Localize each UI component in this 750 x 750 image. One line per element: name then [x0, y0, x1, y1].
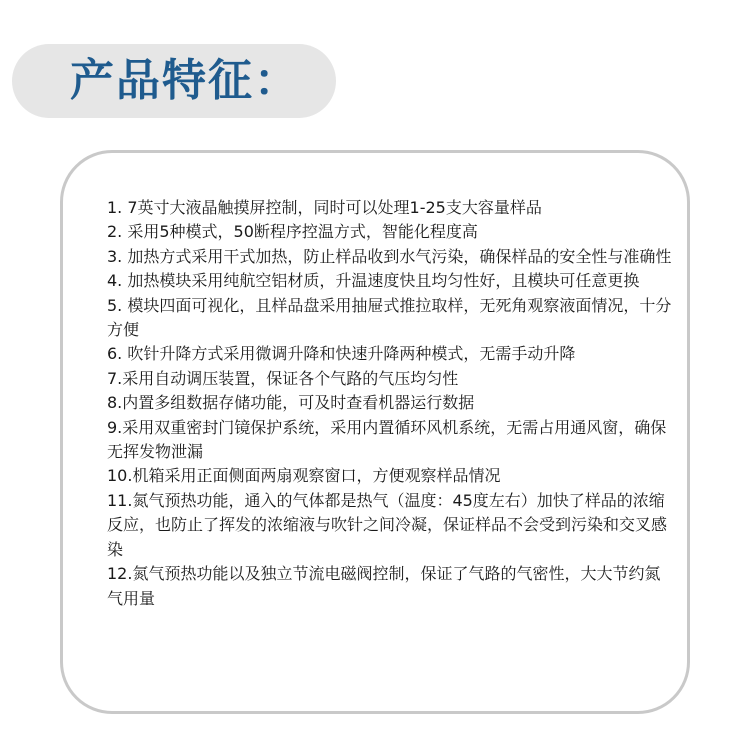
feature-item-6: 6. 吹针升降方式采用微调升降和快速升降两种模式，无需手动升降: [107, 344, 576, 364]
feature-list: [107, 196, 673, 611]
feature-item-10: 10.机箱采用正面侧面两扇观察窗口，方便观察样品情况: [107, 466, 501, 486]
feature-item-9: 9.采用双重密封门镜保护系统，采用内置循环风机系统，无需占用通风窗，确保无挥发物泄漏: [107, 417, 667, 462]
page-title: 产品特征：: [70, 55, 300, 106]
feature-item-5: 5. 模块四面可视化，且样品盘采用抽屉式推拉取样，无死角观察液面情况，十分方便: [107, 295, 672, 340]
feature-item-8: 8.内置多组数据存储功能，可及时查看机器运行数据: [107, 393, 475, 413]
feature-item-2: 2. 采用5种模式，50断程序控温方式，智能化程度高: [107, 222, 478, 242]
feature-item-3: 3. 加热方式采用干式加热，防止样品收到水气污染，确保样品的安全性与准确性: [107, 246, 672, 266]
feature-item-11: 11.氮气预热功能，通入的气体都是热气（温度：45度左右）加快了样品的浓缩反应，也防止了挥发的浓缩液与吹针之间冷凝，保证样品不会受到污染和交叉感染: [107, 490, 668, 559]
feature-item-7: 7.采用自动调压装置，保证各个气路的气压均匀性: [107, 368, 459, 388]
feature-item-12: 12.氮气预热功能以及独立节流电磁阀控制，保证了气路的气密性，大大节约氮气用量: [107, 564, 661, 608]
feature-item-1: 1. 7英寸大液晶触摸屏控制，同时可以处理1-25支大容量样品: [107, 198, 542, 217]
feature-item-4: 4. 加热模块采用纯航空铝材质，升温速度快且均匀性好，且模块可任意更换: [107, 271, 640, 291]
